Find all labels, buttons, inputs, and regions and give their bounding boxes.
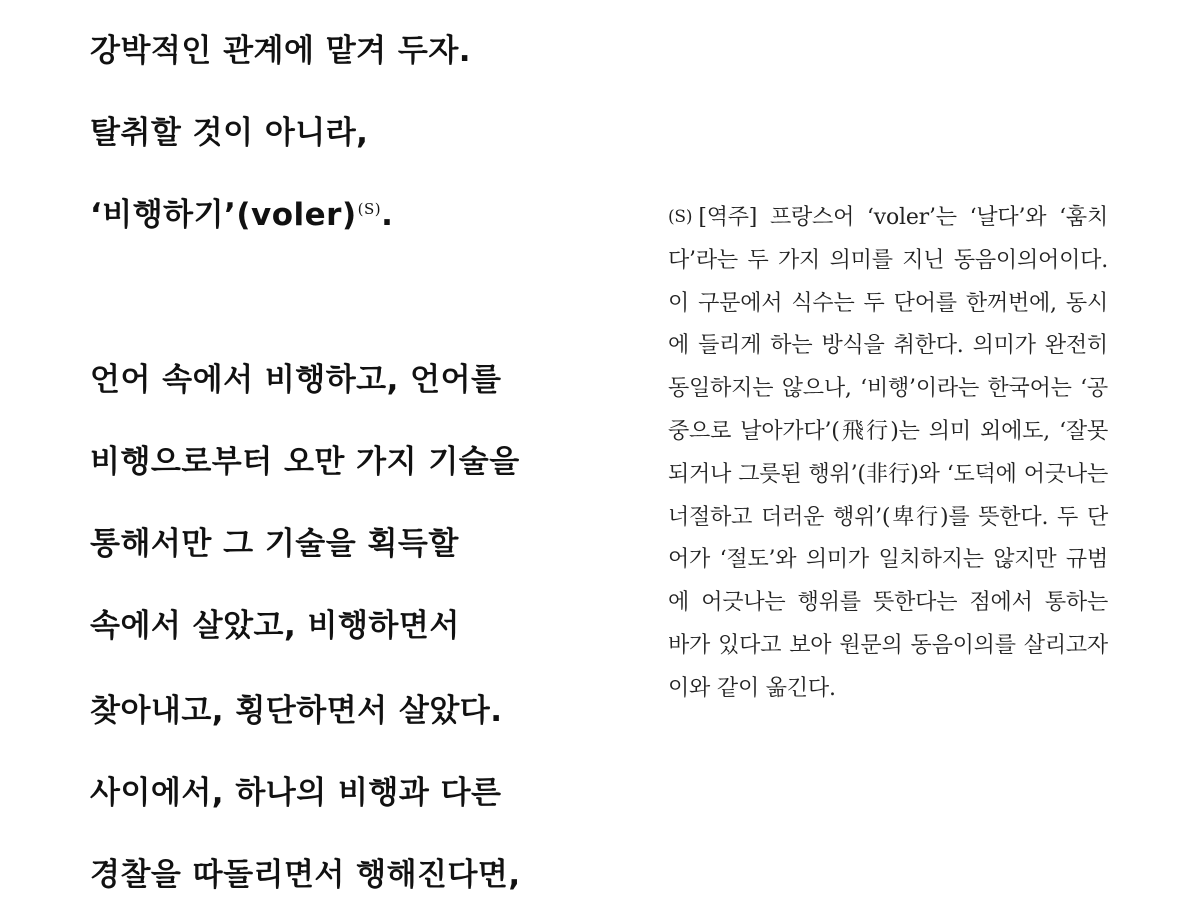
poem-line: ‘비행하기’(voler) [90,197,357,233]
poem-line: 강박적인 관계에 맡겨 두자. [90,33,472,69]
poem-line-suffix: . [381,197,394,233]
footnote-text: [역주] 프랑스어 ‘voler’는 ‘날다’와 ‘훔치다’라는 두 가지 의미를 지닌 동음이의어이다. 이 구문에서 식수는 두 단어를 한꺼번에, 동시에 들리게 하는 방식을 취한다. 의미가 완전히 동일하지는 않으나, ‘비행’이라는 한국어는 ‘공중으로 날아가다’(飛行)는 의미 외에도, ‘잘못되거나 그릇된 행위’(非行)와 ‘도덕에 어긋나는 너절하고 더러운 행위’(卑行)를 뜻한다. 두 단어가 ‘절도’와 의미가 일치하지는 않지만 규범에 어긋나는 행위를 뜻한다는 점에서 통하는 바가 있다고 보아 원문의 동음이의를 살리고자 이와 같이 옮긴다. [668,205,1108,701]
poem-line: 탈취할 것이 아니라, [90,115,369,151]
poem-line: 찾아내고, 횡단하면서 살았다. [90,693,503,729]
poem-line: 언어 속에서 비행하고, 언어를 [90,362,502,398]
poem-line-with-note [90,195,393,235]
poem-line: 통해서만 그 기술을 획득할 [90,526,459,562]
poem-line: 비행으로부터 오만 가지 기술을 [90,444,520,480]
poem-line: 사이에서, 하나의 비행과 다른 [90,775,502,811]
translator-footnote [668,196,1108,711]
footnote-reference-marker: (S) [357,199,382,218]
footnote-marker: (S) [668,207,693,227]
poem-line: 속에서 살았고, 비행하면서 [90,608,460,644]
poem-line: 경찰을 따돌리면서 행해진다면, [90,857,521,893]
